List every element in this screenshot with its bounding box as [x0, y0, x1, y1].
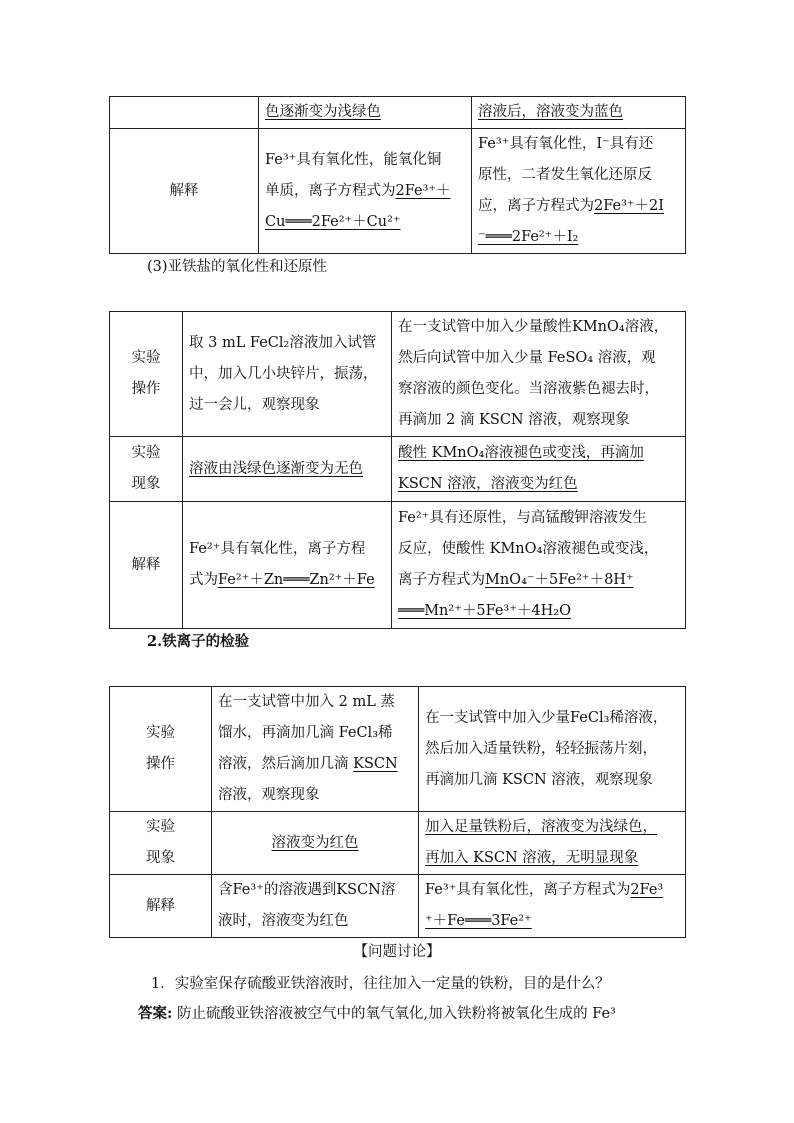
table-row: [110, 437, 686, 502]
cell-text-line: Fe³⁺具有氧化性，离子方程式为: [425, 882, 631, 898]
table-fe3-properties: [109, 96, 686, 254]
equation-text: 2Fe³⁺＋2I: [594, 198, 664, 214]
equation-text: 2Fe³⁺＋: [395, 182, 451, 199]
table-cell: [110, 97, 259, 129]
table-cell: [259, 97, 472, 129]
equation-text: Cu═══2Fe²⁺＋Cu²⁺: [265, 213, 401, 230]
cell-text-line: 过一会儿，观察现象: [189, 396, 320, 413]
table-cell: [392, 312, 686, 437]
cell-text-line: 原性，二者发生氧化还原反: [478, 167, 652, 183]
cell-text-line: 取 3 mL FeCl₂溶液加入试管: [189, 334, 377, 351]
row-label-text: 实验: [131, 445, 161, 461]
table-cell: [259, 129, 472, 254]
table-cell: [183, 312, 392, 437]
row-label-phenomenon: [110, 437, 183, 502]
answer-text: 再加入 KSCN 溶液，无明显现象: [425, 850, 639, 866]
cell-text-line: 离子方程式为: [398, 572, 485, 588]
table-cell: [183, 502, 392, 629]
cell-text-line: 察溶液的颜色变化。当溶液紫色褪去时，: [398, 381, 659, 397]
row-label-text: 实验: [146, 725, 175, 741]
answer-1: 答案: 防止硫酸亚铁溶液被空气中的氧气氧化,加入铁粉将被氧化生成的 Fe³: [138, 1005, 616, 1022]
answer-text: 溶液变为红色: [271, 834, 359, 851]
table-cell: [419, 687, 686, 812]
equation-text: ⁺＋Fe═══3Fe²⁺: [425, 913, 532, 929]
answer-text: 色逐渐变为浅绿色: [265, 104, 381, 120]
section-heading: (3)亚铁盐的氧化性和还原性: [147, 259, 328, 275]
row-label-explanation: 解释: [110, 875, 212, 938]
cell-text-line: 在一支试管中加入 2 mL 蒸: [218, 694, 395, 710]
cell-text-line: 单质，离子方程式为: [265, 182, 396, 199]
cell-text-line: 然后向试管中加入少量 FeSO₄ 溶液，观: [398, 350, 656, 366]
equation-text: ⁻═══2Fe²⁺＋I₂: [478, 229, 579, 245]
row-label-text: 现象: [131, 476, 161, 492]
answer-text: 加入足量铁粉后，溶液变为浅绿色，: [425, 819, 657, 835]
row-label-text: 实验: [131, 350, 161, 366]
table-row: [110, 312, 686, 437]
table-row: [110, 129, 686, 254]
table-cell: [212, 687, 419, 812]
cell-text-line: 反应，使酸性 KMnO₄溶液褪色或变浅，: [398, 541, 659, 557]
table-fe2-properties: [109, 311, 686, 629]
table-cell: [419, 812, 686, 875]
equation-text: MnO₄⁻＋5Fe²⁺＋8H⁺: [485, 572, 634, 588]
cell-text-line: Fe³⁺具有氧化性，能氧化铜: [265, 151, 442, 168]
answer-text: 溶液后，溶液变为蓝色: [478, 104, 623, 120]
row-label-text: 现象: [146, 850, 175, 866]
table-cell: [392, 502, 686, 629]
row-label-explanation: 解释: [110, 502, 183, 629]
table-row: [110, 812, 686, 875]
table-row: [110, 97, 686, 129]
table-cell: [419, 875, 686, 938]
table-cell: [212, 812, 419, 875]
equation-text: Fe²⁺＋Zn═══Zn²⁺＋Fe: [218, 572, 375, 588]
cell-text-line: Fe²⁺具有氧化性，离子方程: [189, 541, 366, 557]
table-row: [110, 687, 686, 812]
cell-text-line: 然后加入适量铁粉，轻轻振荡片刻，: [425, 740, 657, 757]
discussion-title: 【问题讨论】: [353, 944, 441, 960]
answer-text: 酸性 KMnO₄溶液褪色或变浅，再滴加: [398, 445, 644, 461]
table-fe3-detection: [109, 686, 686, 938]
row-label-operation: [110, 312, 183, 437]
cell-text-line: 再滴加几滴 KSCN 溶液，观察现象: [425, 771, 653, 788]
table-row: [110, 502, 686, 629]
answer-text: KSCN: [353, 756, 398, 772]
table-cell: [472, 97, 686, 129]
row-label-explanation: 解释: [110, 129, 259, 254]
answer-text: 溶液由浅绿色逐渐变为无色: [189, 460, 363, 477]
table-cell: [183, 437, 392, 502]
equation-text: ═══Mn²⁺＋5Fe³⁺＋4H₂O: [398, 603, 571, 619]
cell-text-line: 溶液，观察现象: [218, 787, 320, 803]
row-label-phenomenon: [110, 812, 212, 875]
cell-text-line: 式为: [189, 572, 218, 588]
cell-text-line: Fe²⁺具有还原性，与高锰酸钾溶液发生: [398, 510, 647, 526]
answer-text: KSCN 溶液，溶液变为红色: [398, 476, 578, 492]
answer-text: 防止硫酸亚铁溶液被空气中的氧气氧化,加入铁粉将被氧化生成的 Fe³: [176, 1006, 616, 1022]
row-label-text: 操作: [146, 756, 175, 772]
table-cell: [392, 437, 686, 502]
cell-text-line: 馏水，再滴加几滴 FeCl₃稀: [218, 725, 393, 741]
cell-text-line: 应，离子方程式为: [478, 198, 594, 214]
row-label-text: 操作: [131, 381, 161, 397]
table-row: [110, 875, 686, 938]
cell-text-line: Fe³⁺具有氧化性，I⁻具有还: [478, 136, 654, 152]
question-1: 1．实验室保存硫酸亚铁溶液时，往往加入一定量的铁粉，目的是什么？: [151, 976, 610, 992]
row-label-operation: [110, 687, 212, 812]
section-heading: 2.铁离子的检验: [147, 633, 250, 650]
cell-text-line: 液时，溶液变为红色: [218, 913, 349, 929]
cell-text-line: 在一支试管中加入少量酸性KMnO₄溶液，: [398, 319, 669, 335]
cell-text-line: 在一支试管中加入少量FeCl₃稀溶液，: [425, 709, 668, 726]
cell-text-line: 溶液，然后滴加几滴: [218, 756, 349, 772]
table-cell: [212, 875, 419, 938]
answer-label: 答案: [138, 1005, 167, 1022]
equation-text: 2Fe³: [630, 882, 664, 898]
cell-text-line: 再滴加 2 滴 KSCN 溶液，观察现象: [398, 412, 630, 428]
table-cell: [472, 129, 686, 254]
cell-text-line: 含Fe³⁺的溶液遇到KSCN溶: [218, 882, 396, 898]
cell-text-line: 中，加入几小块锌片，振荡，: [189, 365, 378, 382]
row-label-text: 实验: [146, 819, 175, 835]
